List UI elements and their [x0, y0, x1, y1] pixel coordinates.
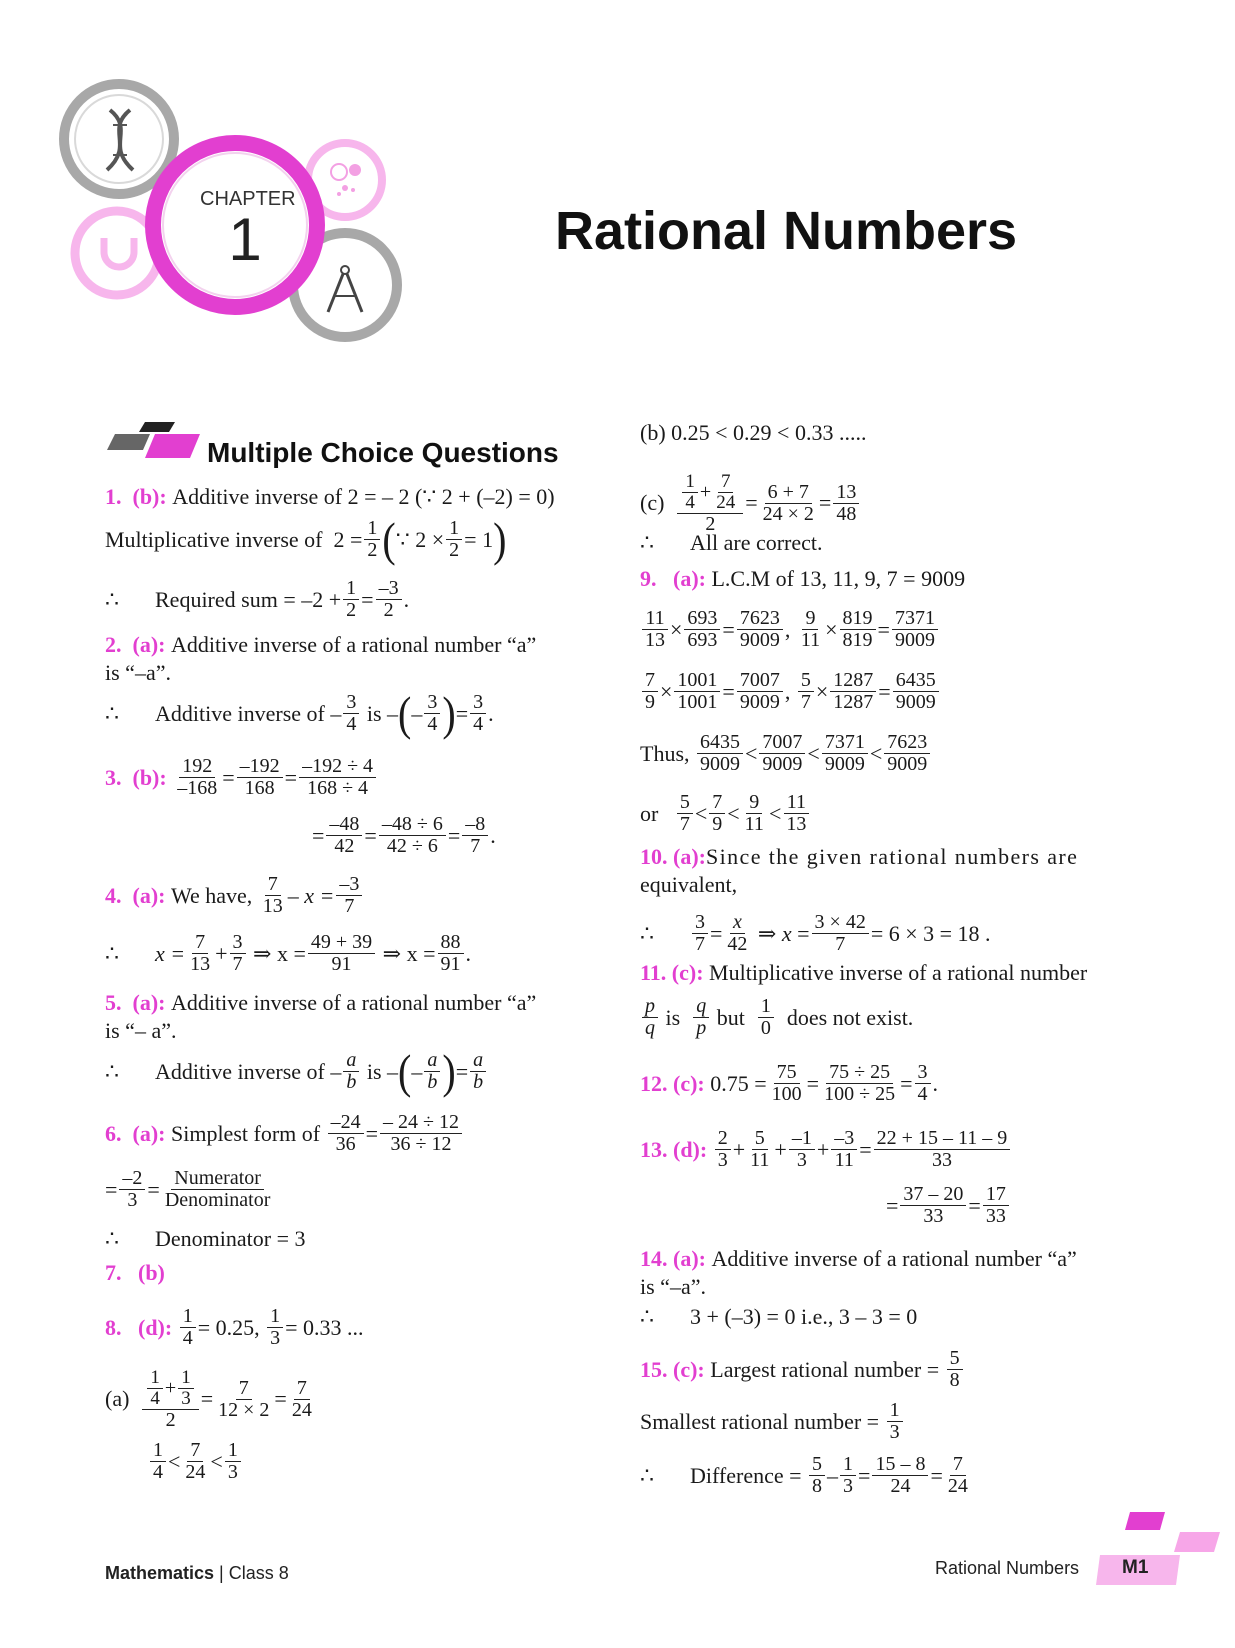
- q1-line2: Multiplicative inverse of 2 = $\frac{1}{2}$ ( ∵ 2 × $\frac{1}{2}$ = 1 ): [105, 511, 507, 566]
- q10-line2: [640, 872, 737, 898]
- q3-line2: = $\frac{-48}{42}$ = $\frac{-48 \div 6}{42 \div 6}$ = $\frac{-8}{7}$ .: [312, 813, 496, 857]
- q1-text: Additive inverse of 2 = – 2 (∵ 2 + (–2) = 0): [172, 484, 555, 509]
- q5-answer: (a):: [132, 990, 166, 1015]
- therefore-symbol: ∴: [105, 1226, 119, 1251]
- q2-frac: $\frac{3}{4}$: [343, 692, 359, 735]
- q3-answer: (b):: [132, 764, 167, 790]
- footer-subject: Mathematics: [105, 1563, 215, 1583]
- q9-line5: or $\frac{5}{7}$ < $\frac{7}{9}$ < $\frac{9}{11}$ < $\frac{11}{13}$: [640, 792, 811, 835]
- q11-answer: (c):: [671, 960, 704, 985]
- q8-b-text: (b) 0.25 < 0.29 < 0.33 .....: [640, 420, 867, 445]
- q1-answer: (b):: [132, 484, 167, 509]
- q1-because: ∵ 2 ×: [395, 526, 445, 552]
- footer-left: Mathematics | Class 8: [105, 1563, 289, 1583]
- footer-chapter: Rational Numbers: [935, 1558, 1080, 1578]
- q12-line: 12. (c): 0.75 = $\frac{75}{100}$ = $\frac{75 \div 25}{100 \div 25}$ = $\frac{3}{4}$ .: [640, 1061, 938, 1105]
- q5-line3: ∴ Additive inverse of – $\frac{a}{b}$ is – ( – $\frac{a}{b}$ ) = $\frac{a}{b}$: [105, 1050, 488, 1093]
- q8-a-ineq: $\frac{1}{4}$ < $\frac{7}{24}$ < $\frac{1}{3}$: [148, 1440, 243, 1483]
- q15-answer: (c):: [673, 1356, 705, 1382]
- q2-line2: [105, 660, 171, 686]
- q4-mid: – x =: [287, 882, 335, 908]
- q8-a-complex: $\frac{1}{4}$ + $\frac{1}{3}$ 2: [142, 1368, 198, 1431]
- q4-fb: $\frac{-3}{7}$: [336, 874, 362, 917]
- q2-answer: (a):: [132, 632, 166, 657]
- therefore-symbol: ∴: [105, 1058, 119, 1084]
- q3-line1: 3. (b): $\frac{192}{-168}$ = $\frac{-192}{168}$ = $\frac{-192 \div 4}{168 \div 4}$: [105, 756, 378, 799]
- q1-frac-result: $\frac{-3}{2}$: [376, 578, 402, 621]
- section-heading-icon: [105, 420, 200, 470]
- q11-number: 11.: [640, 960, 667, 985]
- q8-c-r1: $\frac{6 + 7}{24 \times 2}$: [762, 480, 814, 525]
- q6-denominator: Denominator = 3: [155, 1226, 306, 1251]
- q8-number: 8.: [105, 1314, 122, 1340]
- magnet-icon: [96, 228, 142, 274]
- q9-thus: Thus,: [640, 740, 690, 766]
- q5-ai: Additive inverse of: [155, 1058, 325, 1084]
- q8-c-complex: $\frac{1}{4}$ + $\frac{7}{24}$ 2: [677, 472, 743, 535]
- q9-line1: [640, 566, 965, 592]
- q7-answer: (b): [138, 1260, 165, 1285]
- q8-all-text: All are correct.: [690, 530, 823, 555]
- q6-line1: 6. (a): Simplest form of $\frac{-24}{36}$ = $\frac{- 24 \div 12}{36 \div 12}$: [105, 1112, 464, 1155]
- q14-number: 14.: [640, 1246, 668, 1271]
- q2-line1: [105, 632, 536, 658]
- q5-text: Additive inverse of a rational number “a”: [170, 990, 537, 1015]
- q1-line1: [105, 484, 555, 510]
- q4-fe: $\frac{49 + 39}{91}$: [308, 932, 375, 975]
- q12-number: 12.: [640, 1070, 668, 1096]
- q15-smallest: Smallest rational number =: [640, 1408, 880, 1434]
- q1-line3: [105, 578, 409, 621]
- q14-text: Additive inverse of a rational number “a”: [711, 1246, 1077, 1271]
- q6-fc: $\frac{-2}{3}$: [119, 1168, 145, 1211]
- q8-all: [640, 530, 823, 556]
- q10-number: 10.: [640, 844, 668, 869]
- q1-frac-half-2: $\frac{1}{2}$: [446, 518, 462, 561]
- therefore-symbol: ∴: [640, 1304, 654, 1329]
- q7-number: 7.: [105, 1260, 122, 1285]
- therefore-symbol: ∴: [105, 700, 119, 726]
- q6-line3: [105, 1226, 306, 1252]
- q8-line1: 8. (d): $\frac{1}{4}$ = 0.25, $\frac{1}{3}$ = 0.33 ...: [105, 1305, 364, 1349]
- therefore-symbol: ∴: [105, 586, 119, 612]
- q4-text: We have,: [170, 882, 253, 908]
- q1-frac-half: $\frac{1}{2}$: [364, 518, 380, 561]
- q14-line1: [640, 1246, 1077, 1272]
- q3-f1: $\frac{192}{-168}$: [177, 755, 218, 799]
- q10-text: Since the given rational numbers are: [705, 844, 1079, 869]
- compass-icon: [320, 262, 370, 316]
- q7-line: [105, 1260, 165, 1286]
- chapter-number: 1: [228, 206, 262, 273]
- q9-text: L.C.M of 13, 11, 9, 7 = 9009: [711, 566, 966, 591]
- q12-answer: (c):: [673, 1070, 705, 1096]
- q2-text: Additive inverse of a rational number “a”: [170, 632, 537, 657]
- q10-answer: (a):: [673, 844, 706, 869]
- q15-line3: ∴ Difference = $\frac{5}{8}$ – $\frac{1}{3}$ = $\frac{15 - 8}{24}$ = $\frac{7}{24}$: [640, 1453, 968, 1497]
- q9-or: or: [640, 800, 659, 826]
- q1-frac-half-3: $\frac{1}{2}$: [343, 578, 359, 621]
- q8-c: (c) $\frac{1}{4}$ + $\frac{7}{24}$ 2 = $\frac{6 + 7}{24 \times 2}$ = $\frac{13}{48}$: [640, 472, 861, 535]
- chapter-label: CHAPTER: [200, 188, 296, 210]
- q1-mi-text: Multiplicative inverse of: [105, 526, 323, 552]
- footer-decor: [1090, 1510, 1230, 1585]
- q4-fc: $\frac{7}{13}$: [190, 931, 211, 975]
- q8-a-label: (a): [105, 1386, 130, 1412]
- q2-frac-3: $\frac{3}{4}$: [470, 692, 486, 735]
- q8-answer: (d):: [138, 1314, 173, 1340]
- footer-page: M1: [1122, 1557, 1149, 1578]
- cells-icon: [325, 160, 367, 200]
- q5-text2: is “– a”.: [105, 1018, 177, 1043]
- q6-fd: $\frac{\text{Numerator}}{\text{Denominator}}$: [164, 1167, 271, 1211]
- q8-c-r2: $\frac{13}{48}$: [833, 482, 859, 525]
- q1-mi-two: 2 =: [333, 526, 363, 552]
- q9-line4: Thus, $\frac{6435}{9009}$ < $\frac{7007}{9009}$ < $\frac{7371}{9009}$ < $\frac{7623}{9009}$: [640, 732, 932, 775]
- q14-text2: is “–a”.: [640, 1274, 706, 1299]
- q4-line2: ∴ x = $\frac{7}{13}$ + $\frac{3}{7}$ ⇒ x = $\frac{49 + 39}{91}$ ⇒ x = $\frac{88}{91}$ .: [105, 931, 472, 975]
- q3-number: 3.: [105, 764, 122, 790]
- q6-text: Simplest form of: [170, 1120, 321, 1146]
- q4-answer: (a):: [132, 882, 166, 908]
- q9-line2: $\frac{11}{13}$ × $\frac{693}{693}$ = $\frac{7623}{9009}$ , $\frac{9}{11}$ × $\frac{819}{819}$ = $\frac{7371}{9009}$: [640, 608, 940, 651]
- q4-line1: [105, 874, 364, 917]
- q2-frac-2: $\frac{3}{4}$: [424, 692, 440, 735]
- q6-number: 6.: [105, 1120, 122, 1146]
- q15-largest: Largest rational number =: [710, 1356, 940, 1382]
- q5-number: 5.: [105, 990, 122, 1015]
- q13-number: 13.: [640, 1136, 668, 1162]
- q1-req-end: .: [403, 586, 410, 612]
- q4-ff: $\frac{88}{91}$: [438, 932, 464, 975]
- q13-answer: (d):: [673, 1136, 708, 1162]
- q9-answer: (a):: [673, 566, 706, 591]
- q8-f13: $\frac{1}{3}$: [267, 1306, 283, 1349]
- q1-eq1: = 1: [464, 526, 494, 552]
- page-title: Rational Numbers: [555, 201, 1018, 261]
- section-title: Multiple Choice Questions: [207, 437, 559, 468]
- q15-line2: Smallest rational number = $\frac{1}{3}$: [640, 1400, 905, 1443]
- q4-number: 4.: [105, 882, 122, 908]
- q5-frac: $\frac{a}{b}$: [343, 1050, 359, 1093]
- q11-line1: [640, 960, 1087, 986]
- q13-line2: = $\frac{37 - 20}{33}$ = $\frac{17}{33}$: [886, 1184, 1011, 1227]
- q8-f14: $\frac{1}{4}$: [180, 1306, 196, 1349]
- q6-answer: (a):: [132, 1120, 166, 1146]
- q1-number: 1.: [105, 484, 122, 509]
- q14-line3: [640, 1304, 917, 1330]
- q2-number: 2.: [105, 632, 122, 657]
- q10-text2: equivalent,: [640, 872, 738, 897]
- q3-f3: $\frac{-192 \div 4}{168 \div 4}$: [299, 756, 376, 799]
- q2-ai: Additive inverse of: [155, 700, 325, 726]
- q6-fa: $\frac{-24}{36}$: [328, 1112, 364, 1155]
- q1-req-eq: =: [361, 586, 374, 612]
- q8-a: (a) $\frac{1}{4}$ + $\frac{1}{3}$ 2 = $\frac{7}{12 \times 2}$ = $\frac{7}{24}$: [105, 1368, 317, 1431]
- q10-line3: ∴ $\frac{3}{7}$ = $\frac{x}{42}$ ⇒ x = $\frac{3 \times 42}{7}$ = 6 × 3 = 18 .: [640, 911, 991, 955]
- q11-text: Multiplicative inverse of a rational number: [709, 960, 1088, 985]
- q8-c-label: (c): [640, 490, 665, 516]
- q2-text2: is “–a”.: [105, 660, 171, 685]
- q15-number: 15.: [640, 1356, 668, 1382]
- q5-line1: [105, 990, 536, 1016]
- q5-frac-2: $\frac{a}{b}$: [424, 1050, 440, 1093]
- q15-diff: Difference =: [690, 1462, 802, 1488]
- q8-b: [640, 420, 866, 446]
- q3-f4: $\frac{-48}{42}$: [326, 814, 362, 857]
- q3-f5: $\frac{-48 \div 6}{42 \div 6}$: [379, 814, 446, 857]
- therefore-symbol: ∴: [640, 1462, 654, 1488]
- q15-line1: 15. (c): Largest rational number = $\frac{5}{8}$: [640, 1348, 965, 1391]
- q6-fb: $\frac{- 24 \div 12}{36 \div 12}$: [380, 1112, 462, 1155]
- q2-is: is: [366, 700, 382, 726]
- q3-f2: $\frac{-192}{168}$: [237, 756, 283, 799]
- q3-f6: $\frac{-8}{7}$: [462, 814, 488, 857]
- q11-not-exist: does not exist.: [786, 1004, 914, 1030]
- q2-line3: ∴ Additive inverse of – $\frac{3}{4}$ is – ( – $\frac{3}{4}$ ) = $\frac{3}{4}$ .: [105, 685, 494, 740]
- q14-calc: 3 + (–3) = 0 i.e., 3 – 3 = 0: [690, 1304, 918, 1329]
- q8-a-r2: $\frac{7}{24}$: [291, 1376, 312, 1421]
- q12-lead: 0.75 =: [710, 1070, 767, 1096]
- q5-frac-3: $\frac{a}{b}$: [470, 1050, 486, 1093]
- q11-line2: $\frac{p}{q}$ is $\frac{q}{p}$ but $\frac{1}{0}$ does not exist.: [640, 996, 913, 1039]
- q13-line1: 13. (d): $\frac{2}{3}$ + $\frac{5}{11}$ + $\frac{-1}{3}$ + $\frac{-3}{11}$ = $\frac{22 + 15 - 11 - 9}{33}$: [640, 1128, 1012, 1171]
- therefore-symbol: ∴: [105, 940, 119, 966]
- q10-line1: [640, 844, 1078, 870]
- q8-a-r1: $\frac{7}{12 \times 2}$: [218, 1376, 270, 1421]
- q4-fd: $\frac{3}{7}$: [230, 932, 246, 975]
- therefore-symbol: ∴: [640, 530, 654, 555]
- therefore-symbol: ∴: [640, 920, 654, 946]
- q5-line2: [105, 1018, 176, 1044]
- q1-required-sum: Required sum = –2 +: [155, 586, 342, 612]
- footer-class: Class 8: [228, 1563, 289, 1583]
- q4-fa: $\frac{7}{13}$: [262, 873, 283, 917]
- q14-answer: (a):: [673, 1246, 706, 1271]
- q6-line2: = $\frac{-2}{3}$ = $\frac{\text{Numerator}}{\text{Denominator}}$: [105, 1168, 275, 1211]
- q10-calc: = 6 × 3 = 18 .: [870, 920, 991, 946]
- q9-line3: $\frac{7}{9}$ × $\frac{1001}{1001}$ = $\frac{7007}{9009}$ , $\frac{5}{7}$ × $\frac{1287}{1287}$ = $\frac{6435}{9009}$: [640, 670, 941, 713]
- q14-line2: [640, 1274, 706, 1300]
- dna-icon: [95, 105, 145, 175]
- q9-number: 9.: [640, 566, 657, 591]
